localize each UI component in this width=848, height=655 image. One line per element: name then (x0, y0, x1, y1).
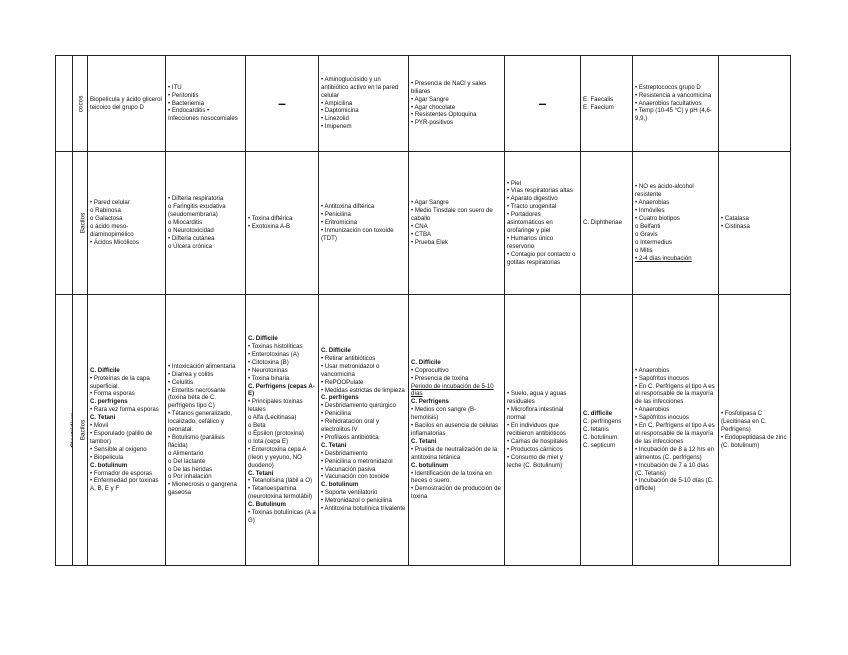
cell-line: C. Tetani (411, 437, 437, 445)
cell-line: • Agar chocolate (411, 103, 456, 111)
cell-line: • Anaerobios facultativos (635, 99, 702, 107)
cell-line: • Medio Tinsdale con suero de caballo (411, 207, 493, 223)
cell-line: • Difteria respiratoria (168, 195, 224, 203)
cell-line: • Botulismo (parálisis flácida) (168, 433, 225, 449)
table-row (56, 152, 791, 295)
cell-line: • Penicilina (321, 211, 351, 219)
cell-line: • Tracto urogenital (507, 203, 557, 211)
cell-line: • Vacunación con toxoide (321, 473, 390, 481)
cell-line: o Úlcera crónica (168, 242, 213, 250)
cell-line: • Desbridamiento quirúrgico (321, 402, 396, 410)
cell-line: • Neurotoxinas (248, 366, 288, 374)
cell-line: • Enteritis necrosante (toxina beta de C. perfrigens tipo C) (168, 386, 226, 410)
cell-line: • Prueba Elek (411, 238, 449, 246)
cell-line: • Toxinas botulínicas (A a G) (248, 509, 316, 524)
cell-line: • Enterotoxina cepa A (íleon y yeyuno, NO duodeno) (248, 445, 307, 469)
cell-line: o Neurotoxicidad (168, 226, 214, 234)
cell-line: • Celulitis (168, 378, 194, 386)
cell-line: • Ácidos Micólicos (90, 238, 139, 246)
cell-line: • Daptomicina (321, 107, 359, 115)
cell-line: C. perfrigens (321, 394, 359, 402)
cell-line: • Enfermedad por toxinas A, B, E y F (90, 477, 159, 493)
cell-line: • Profilaxis antibiótica (321, 433, 379, 441)
cell-line: o Mitis (635, 246, 653, 254)
cell-line: • Enterotoxinas (A) (248, 350, 299, 358)
cell-line: o Épsilon (protoxina) (248, 430, 304, 437)
enzymes-cell (719, 56, 791, 152)
cell-line: o Beta (248, 422, 266, 430)
cell-line: • Tetanoespamina (neurotoxina termolábil) (248, 485, 313, 501)
cell-line: • Bacteriemia (168, 99, 205, 107)
habitat-cell (505, 152, 581, 295)
cell-line: • Cuatro biotipos (635, 215, 680, 223)
cell-line: • Principales toxinas letales (248, 398, 303, 414)
cell-line: • Fosfolipasa C (Lecitinasa en C. Perfrigens) (721, 410, 767, 434)
cell-line: • Rara vez forma esporas (90, 406, 159, 414)
cell-line: • NO es ácido-alcohol resistente (635, 183, 694, 199)
cell-line: o De las heridas (168, 465, 213, 473)
cell-line: • Aminoglucósido y un antibiótico activo en la pared celular (321, 75, 399, 99)
cell-line: • Presencia de toxina (411, 374, 469, 382)
cell-line: • Sapófritos inocuos (635, 374, 689, 382)
cell-line: • Formador de esporas (90, 469, 153, 477)
cell-line: • Inmunización con toxoide (TDT) (321, 226, 394, 242)
morphology-label: cocos (77, 95, 85, 112)
cell-line: o ácido meso-diaminopimélico (90, 223, 134, 238)
cell-line: • Endocarditis • (168, 107, 210, 115)
cell-line: o Intermedius (635, 238, 672, 246)
cell-line: • Identificación de la toxina en heces o suero. (411, 469, 492, 485)
cell-line: • 2-4 días incubación (635, 254, 692, 262)
characteristics-cell (633, 56, 719, 152)
cell-line: • Portadores asintomáticos en orofaringe y piel (507, 211, 553, 234)
cell-line: o Alimentario (168, 449, 204, 457)
cell-line: • Inmóviles (635, 207, 665, 215)
cell-line: • Toxinas histolíticas (248, 343, 303, 351)
structure-cell (88, 152, 166, 295)
species-cell (581, 295, 633, 566)
cell-line: • Productos cárnicos (507, 445, 563, 453)
cell-line: o Faringitis exudativa (seudomembrana) (168, 203, 226, 219)
cell-line: • Toxina binaria (248, 374, 290, 382)
cell-line: • Diarrea y colitis (168, 370, 214, 378)
cell-line: o Miocarditis (168, 219, 203, 227)
cell-line: C. Perfrigens (411, 398, 449, 406)
cell-line: • Piel (507, 179, 521, 187)
cell-line: • Medidas estrictas de limpieza (321, 386, 405, 394)
cell-line: E. Faecalis (583, 95, 614, 103)
structure-cell (88, 56, 166, 152)
cell-line: • Toxina diftérica (248, 215, 293, 223)
cell-line: C. Tetani (90, 414, 116, 422)
cell-line: • Citotoxina (B) (248, 358, 289, 366)
cell-line: E. Faecium (583, 103, 614, 111)
cell-line: C. botulinum (90, 461, 128, 469)
cell-line: C. Tetani (321, 441, 347, 449)
cell-line: C. Diphtheriae (583, 219, 622, 227)
cell-line: • Movil (90, 422, 109, 430)
cell-line: C. Perfrigens (cepas A-E) (248, 382, 315, 398)
cell-line: • Pared celular (90, 199, 130, 207)
genus-label: Clostridium (69, 412, 73, 448)
pathogen-table-page (55, 55, 790, 565)
cell-line: C. Butulinum (248, 501, 286, 509)
table-row (56, 56, 791, 152)
cell-line: • Penicilina (321, 410, 351, 418)
dash-mark: – (538, 94, 547, 111)
species-cell (581, 56, 633, 152)
cell-line: • Incubación de 7 a 10 días (C. Tetanis) (635, 461, 709, 477)
cell-line: • Retirar antibióticos (321, 354, 376, 362)
cell-line: • Agar Sangre (411, 95, 449, 103)
cell-line: • RePOOPulate (321, 378, 364, 386)
cell-line: • Anaerobios (635, 406, 670, 414)
cell-line: • Forma esporas (90, 390, 135, 398)
genus-cell (56, 295, 73, 566)
cell-line: • Demostración de producción de toxina (411, 485, 501, 501)
cell-line: Periodo de incubación de 5-10 días (411, 382, 494, 398)
cell-line: C. botulinum (583, 433, 618, 441)
cell-line: • Mionecrosis o gangrena gaseosa (168, 481, 237, 497)
morphology-cell (73, 295, 88, 566)
cell-line: C. septicum (583, 441, 616, 449)
diagnosis-cell (409, 152, 505, 295)
cell-line: • Suelo, agua y aguas residuales (507, 390, 567, 406)
cell-line: o Belfanti (635, 223, 661, 230)
treatment-cell (319, 295, 409, 566)
cell-line: • Incubación de 8 a 12 hrs en alimentos (C. perfrigens) (635, 445, 715, 461)
cell-line: Biopelícula y ácido glicerol teicoico del grupo D (90, 95, 162, 111)
cell-line: o Rabinosa (90, 207, 121, 215)
cell-line: C. botulinum (411, 461, 449, 469)
diseases-cell (166, 152, 246, 295)
cell-line: • Estreptococos grupo D (635, 83, 701, 91)
morphology-cell (73, 56, 88, 152)
cell-line: • En C. Perfrigens el tipo A es el responsable de la mayoría de las infecciones (635, 422, 715, 445)
cell-line: • Difteria cutánea (168, 234, 215, 242)
cell-line: • Intoxicación alimentaria (168, 362, 236, 370)
treatment-cell (319, 152, 409, 295)
cell-line: • Vacunación pasiva (321, 465, 376, 473)
diagnosis-cell (409, 56, 505, 152)
cell-line: • Presencia de NaCl y sales biliares (411, 79, 487, 95)
cell-line: • Cistinasa (721, 223, 750, 230)
cell-line: • Esporulado (palillo de tambor) (90, 430, 153, 445)
cell-line: C. Difficile (248, 335, 278, 343)
cell-line: • Peritonitis (168, 91, 199, 99)
toxins-cell (246, 56, 319, 152)
enzymes-cell (719, 152, 791, 295)
cell-line: • Imipenem (321, 123, 352, 131)
cell-line: • Tétanos generalizado, localizado, cefálico y neonatal. (168, 410, 233, 434)
cell-line: C. Difficile (90, 366, 120, 374)
cell-line: • Sensible al oxigeno (90, 445, 147, 453)
toxins-cell (246, 295, 319, 566)
cell-line: o Por inhalación (168, 473, 212, 481)
cell-line: • Exotoxina A-B (248, 223, 291, 230)
table-row (56, 295, 791, 566)
cell-line: • En individuos que recibieron antibióticos (507, 422, 566, 437)
morphology-cell (73, 152, 88, 295)
cell-line: • Penicilina o metronidazol (321, 457, 393, 465)
cell-line: • Rehidratación oral y electrolitos IV (321, 418, 380, 434)
cell-line: • Sapófritos inocuos (635, 414, 689, 422)
cell-line: C. difficile (583, 410, 613, 418)
cell-line: Infecciones nosocomiales (168, 115, 238, 123)
genus-cell (56, 56, 73, 152)
cell-line: • Contagio por contacto o gotitas respiratorias (507, 250, 576, 266)
habitat-cell (505, 295, 581, 566)
cell-line: • Biopelicula (90, 453, 124, 461)
cell-line: • Microflora intestinal normal (507, 406, 564, 422)
habitat-cell (505, 56, 581, 152)
cell-line: • Desbridamiento (321, 449, 368, 457)
cell-line: • Metronidazol o penicilina (321, 497, 392, 505)
cell-line: • Vías respiratorias altas (507, 187, 573, 195)
cell-line: • Humanos único reservorio (507, 234, 554, 250)
cell-line: • Anaerobios (635, 366, 670, 374)
cell-line: C. Tetani (248, 469, 274, 477)
cell-line: C. tetanis (583, 426, 609, 434)
cell-line: • Temp (10-45 °C) y pH (4,6-9,9,) (635, 107, 712, 123)
characteristics-cell (633, 295, 719, 566)
cell-line: • Antitoxina botulínica trivalente (321, 505, 406, 513)
cell-line: • Anaerobias (635, 199, 670, 207)
cell-line: C. botulinum (321, 481, 359, 489)
cell-line: • Resistencia a vancomicina (635, 91, 711, 99)
cell-line: o Iota (cepa E) (248, 437, 288, 445)
morphology-label: Bacilos (79, 419, 87, 441)
treatment-cell (319, 56, 409, 152)
species-cell (581, 152, 633, 295)
cell-line: • Ampicilina (321, 99, 353, 107)
cell-line: • Eritromicina (321, 219, 357, 227)
cell-line: • Bacilos en ausencia de células inflamatorias (411, 422, 499, 437)
cell-line: o Alfa (Lecitinasa) (248, 414, 297, 422)
cell-line: • Resistentes Optoquina (411, 111, 477, 119)
cell-line: • Coprocultivo (411, 366, 449, 374)
diagnosis-cell (409, 295, 505, 566)
cell-line: • Linezolid (321, 115, 349, 123)
cell-line: • En C. Perfrigens el tipo A es el responsable de la mayoría de las infecciones (635, 382, 715, 406)
cell-line: • Consumo de miel y leche (C. Botulinum) (507, 453, 563, 469)
genus-cell (56, 152, 73, 295)
cell-line: • Medios con sangre (B-hemolisis) (411, 406, 477, 422)
cell-line: C. Difficile (411, 358, 441, 366)
cell-line: • Agar Sangre (411, 199, 449, 207)
cell-line: • PYR-positivos (411, 119, 454, 127)
cell-line: • CTBA (411, 230, 432, 238)
cell-line: • Endopeptidasa de zinc (C. botulinum) (721, 433, 787, 449)
diseases-cell (166, 56, 246, 152)
cell-line: • Incubación de 5-10 días (C. difficile) (635, 477, 714, 493)
cell-line: • Tetanolisina (lábil a O) (248, 477, 313, 485)
cell-line: • Soporte ventilatorio (321, 489, 378, 497)
cell-line: • Prueba de neutralización de la antitoxina tetánica (411, 445, 498, 461)
cell-line: C. perfringens (583, 418, 622, 426)
cell-line: • ITU (168, 83, 182, 91)
cell-line: o Del lactante (168, 457, 206, 465)
cell-line: o Galactosa (90, 215, 123, 223)
structure-cell (88, 295, 166, 566)
cell-line: • Camas de hospitales (507, 437, 568, 445)
cell-line: • Proteínas de la capa superficial. (90, 374, 150, 390)
cell-line: • Antitoxina diftérica (321, 203, 375, 211)
toxins-cell (246, 152, 319, 295)
cell-line: • CNA (411, 223, 428, 230)
diseases-cell (166, 295, 246, 566)
characteristics-cell (633, 152, 719, 295)
cell-line: • Catalasa (721, 215, 749, 223)
dash-mark: – (278, 94, 286, 111)
enzymes-cell (719, 295, 791, 566)
morphology-label: Bacilos (79, 212, 87, 234)
cell-line: C. Difficile (321, 346, 351, 354)
cell-line: • Aparato digestivo (507, 195, 558, 203)
pathogen-table (55, 55, 791, 566)
cell-line: o Gravis (635, 230, 658, 238)
cell-line: C. perfrigens (90, 398, 128, 406)
cell-line: • Usar metronidazol o vancomicina (321, 362, 380, 378)
